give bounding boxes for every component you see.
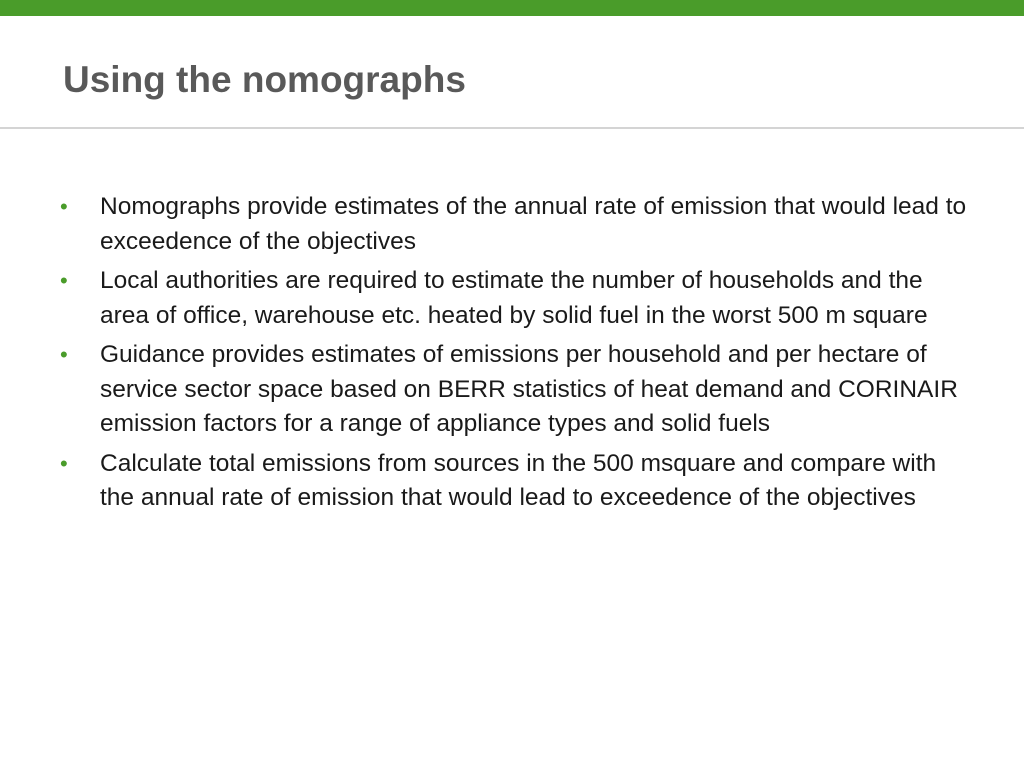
slide-title: Using the nomographs: [63, 59, 466, 100]
bullet-item: [60, 338, 970, 442]
bullet-dot-icon: •: [60, 194, 68, 219]
bullet-list: [60, 190, 970, 521]
bullet-item: [60, 264, 970, 333]
bullet-text: Local authorities are required to estimate the number of households and the area of office, warehouse etc. heated by solid fuel in the worst 500 m square: [100, 267, 928, 329]
bullet-dot-icon: •: [60, 450, 68, 476]
bullet-item: [60, 190, 970, 259]
bullet-dot-icon: •: [60, 268, 68, 293]
top-accent-bar: [0, 0, 1024, 16]
bullet-item: [60, 447, 970, 516]
title-divider: [0, 127, 1024, 129]
bullet-dot-icon: •: [60, 342, 68, 367]
bullet-text: Guidance provides estimates of emissions per household and per hectare of service sector space based on BERR statistics of heat demand and CORINAIR emission factors for a range of appliance types and solid fuels: [100, 341, 958, 437]
bullet-text: Nomographs provide estimates of the annual rate of emission that would lead to exceedence of the objectives: [100, 193, 967, 255]
bullet-text: Calculate total emissions from sources in the 500 msquare and compare with the annual rate of emission that would lead to exceedence of the objectives: [100, 449, 937, 511]
